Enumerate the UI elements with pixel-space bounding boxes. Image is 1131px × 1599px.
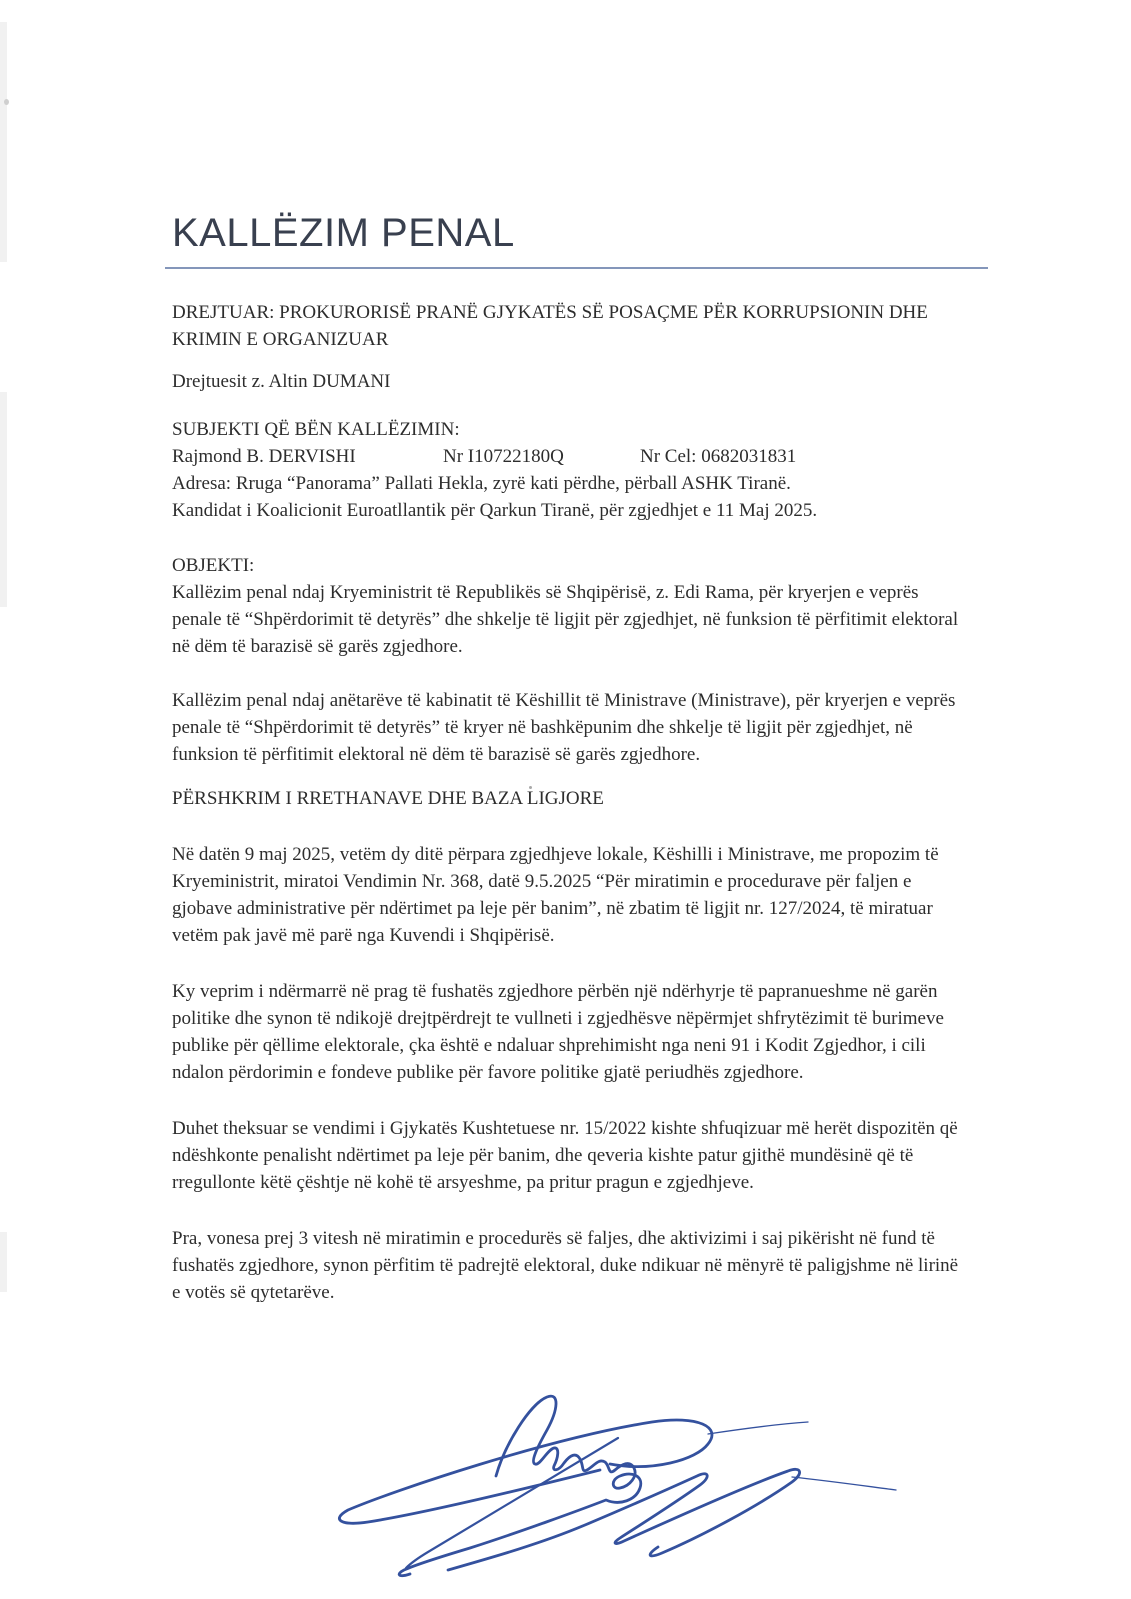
description-section [172, 785, 967, 1306]
complainant-phone: Nr Cel: 0682031831 [640, 446, 797, 467]
complainant-identity-line [172, 443, 967, 470]
complainant-personal-id: Nr I10722180Q [443, 446, 564, 467]
signature-stroke-topline [708, 1422, 808, 1434]
signature-stroke-trail [792, 1477, 896, 1490]
handwritten-signature [300, 1382, 920, 1597]
addressee-person: Drejtuesit z. Altin DUMANI [172, 371, 391, 392]
signature-stroke-ellipse [339, 1420, 712, 1523]
description-paragraph: Pra, vonesa prej 3 vitesh në miratimin e procedurës së faljes, dhe aktivizimi i saj pikërisht në fund të fushatës zgjedhore, synon përfitim të padrejtë elektoral, duke ndikuar në mënyrë të paligjshme në lirinë e votës së qytetarëve. [172, 1228, 959, 1303]
object-section [172, 552, 967, 768]
description-heading: PËRSHKRIM I RRETHANAVE DHE BAZA LIGJORE [172, 788, 604, 809]
description-paragraph: Duhet theksuar se vendimi i Gjykatës Kushtetuese nr. 15/2022 kishte shfuqizuar më herët dispozitën që ndëshkonte penalisht ndërtimet pa leje për banim, dhe qeveria kishte patur gjithë mundësinë që të rregullonte këtë çështje në kohë të arsyeshme, pa pritur pragun e zgjedhjeve. [172, 1118, 958, 1193]
object-paragraph: Kallëzim penal ndaj anëtarëve të kabinatit të Këshillit të Ministrave (Ministrave), për kryerjen e veprës penale të “Shpërdorimit të detyrës” të kryer në bashkëpunim dhe shkelje të ligjit për zgjedhjet, në funksion të përfitimit elektoral në dëm të barazisë së garës zgjedhore. [172, 690, 956, 765]
title-underline-rule [165, 267, 988, 269]
complainant-block [172, 416, 967, 524]
page-title: KALLËZIM PENAL [172, 211, 515, 255]
addressed-to-line1: DREJTUAR: PROKURORISË PRANË GJYKATËS SË POSAÇME PËR KORRUPSIONIN DHE [172, 302, 928, 323]
scan-speck [4, 99, 9, 105]
complainant-candidacy: Kandidat i Koalicionit Euroatllantik për Qarkun Tiranë, për zgjedhjet e 11 Maj 2025. [172, 500, 818, 521]
description-paragraph: Ky veprim i ndërmarrë në prag të fushatës zgjedhore përbën një ndërhyrje të papranueshme në garën politike dhe synon të ndikojë drejtpërdrejt te vullneti i zgjedhësve nëpërmjet shfrytëzimit të burimeve publike për qëllime elektorale, çka është e ndaluar shprehimisht nga neni 91 i Kodit Zgjedhor, i cili ndalon përdorimin e fondeve publike për favore politike gjatë periudhës zgjedhore. [172, 981, 944, 1083]
scan-edge-artifact [0, 22, 7, 262]
signature-stroke-zigzag [448, 1469, 800, 1570]
complainant-heading: SUBJEKTI QË BËN KALLËZIMIN: [172, 419, 460, 440]
object-paragraph: Kallëzim penal ndaj Kryeministrit të Republikës së Shqipërisë, z. Edi Rama, për kryerjen e veprës penale të “Shpërdorimit të detyrës” dhe shkelje të ligjit për zgjedhjet, në funksion të përfitimit elektoral në dëm të barazisë së garës zgjedhore. [172, 582, 959, 657]
complainant-name: Rajmond B. DERVISHI [172, 446, 356, 467]
signature-stroke-descender [406, 1438, 618, 1568]
scan-edge-artifact [0, 1232, 7, 1292]
addressed-to [172, 299, 967, 353]
signature-ink-svg [300, 1382, 920, 1597]
complainant-address: Adresa: Rruga “Panorama” Pallati Hekla, zyrë kati përdhe, përball ASHK Tiranë. [172, 473, 791, 494]
addressed-to-line2: KRIMIN E ORGANIZUAR [172, 329, 389, 350]
scan-edge-artifact [0, 392, 7, 607]
object-heading: OBJEKTI: [172, 555, 255, 576]
description-paragraph: Në datën 9 maj 2025, vetëm dy ditë përpara zgjedhjeve lokale, Këshilli i Ministrave, me propozim të Kryeministrit, miratoi Vendimin Nr. 368, datë 9.5.2025 “Për miratimin e procedurave për faljen e gjobave administrative për ndërtimet pa leje për banim”, në zbatim të ligjit nr. 127/2024, të miratuar vetëm pak javë më parë nga Kuvendi i Shqipërisë. [172, 844, 939, 946]
document-content [172, 210, 967, 1306]
